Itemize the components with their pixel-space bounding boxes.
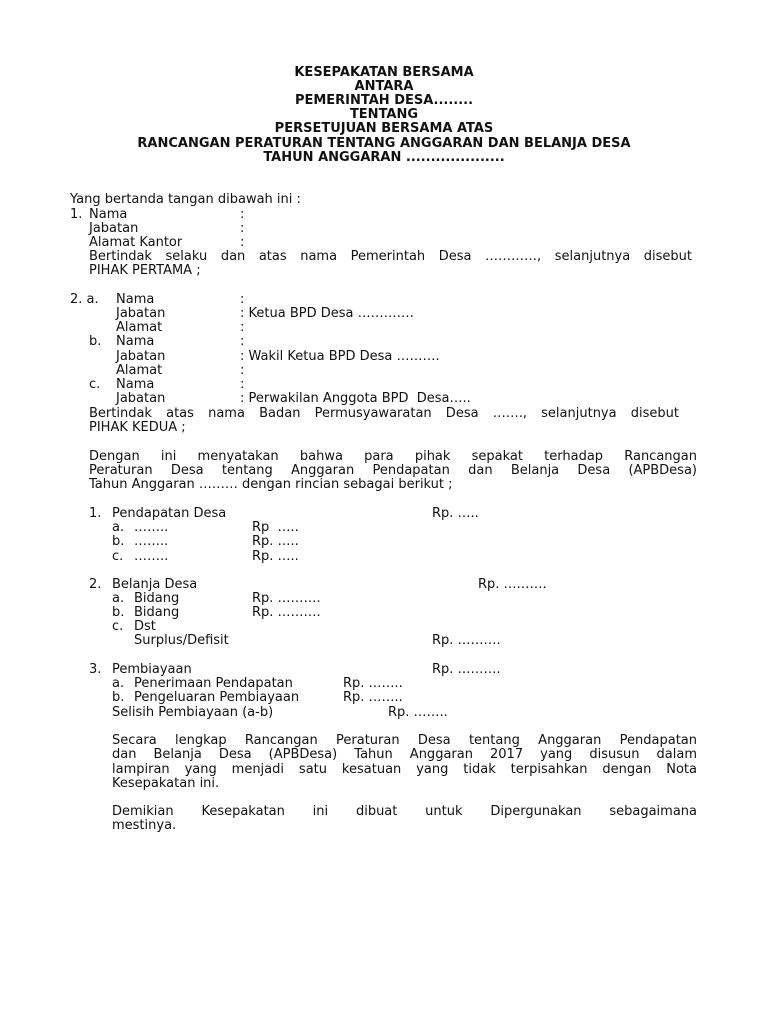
- belanja-number: 2.: [89, 577, 102, 592]
- party-1-alamat-label: Alamat Kantor: [89, 235, 183, 250]
- selisih-amount: Rp. ……..: [388, 705, 448, 720]
- party-2b-nama-label: Nama: [116, 334, 155, 349]
- party-2a-nama-label: Nama: [116, 292, 155, 307]
- party-2a-jabatan-value: : Ketua BPD Desa ………….: [240, 306, 414, 321]
- list-item-amount: Rp. ……..: [343, 676, 403, 691]
- list-item-amount: Rp …..: [252, 520, 299, 535]
- belanja-label: Belanja Desa: [112, 577, 198, 592]
- party-2a-jabatan-label: Jabatan: [116, 306, 166, 321]
- list-item-amount: Rp. ……….: [252, 591, 321, 606]
- belanja-amount: Rp. ……….: [478, 577, 547, 592]
- title-line: PEMERINTAH DESA........: [294, 93, 474, 108]
- pembiayaan-label: Pembiayaan: [112, 662, 192, 677]
- party-2-statement: Bertindak atas nama Badan Permusyawaratan Desa ……., selanjutnya disebut: [89, 406, 679, 421]
- list-item-letter: b.: [112, 534, 125, 549]
- party-2b-alamat-label: Alamat: [116, 363, 163, 378]
- list-item-amount: Rp. ……….: [252, 605, 321, 620]
- party-1-number: 1.: [70, 207, 83, 222]
- closing-line: Demikian Kesepakatan ini dibuat untuk Dipergunakan sebagaimana: [112, 804, 697, 819]
- title-line: ANTARA: [354, 79, 414, 94]
- agreement-line: Dengan ini menyatakan bahwa para pihak sepakat terhadap Rancangan: [89, 449, 697, 464]
- closing-line: Secara lengkap Rancangan Peraturan Desa tentang Anggaran Pendapatan: [112, 733, 697, 748]
- title-line: KESEPAKATAN BERSAMA: [294, 65, 474, 80]
- list-item-text: ……..: [134, 534, 169, 549]
- list-item-letter: c.: [112, 619, 124, 634]
- title-line: TAHUN ANGGARAN ....................: [263, 150, 505, 165]
- colon: :: [240, 235, 245, 250]
- agreement-line: Peraturan Desa tentang Anggaran Pendapatan dan Belanja Desa (APBDesa): [89, 463, 697, 478]
- party-2-designation: PIHAK KEDUA ;: [89, 420, 186, 435]
- party-1-jabatan-label: Jabatan: [89, 221, 139, 236]
- list-item-text: Dst: [134, 619, 156, 634]
- title-line: PERSETUJUAN BERSAMA ATAS: [274, 121, 494, 136]
- party-2-number: 2. a.: [70, 292, 99, 307]
- list-item-letter: b.: [112, 690, 125, 705]
- surplus-amount: Rp. ……….: [432, 633, 501, 648]
- party-1-statement: Bertindak selaku dan atas nama Pemerintah Desa …………, selanjutnya disebut: [89, 249, 692, 264]
- colon: :: [240, 221, 245, 236]
- list-item-text: Bidang: [134, 605, 180, 620]
- colon: :: [240, 292, 245, 307]
- list-item-letter: c.: [112, 549, 124, 564]
- party-1-designation: PIHAK PERTAMA ;: [89, 263, 201, 278]
- pendapatan-number: 1.: [89, 506, 102, 521]
- party-2c-jabatan-label: Jabatan: [116, 391, 166, 406]
- colon: :: [240, 363, 245, 378]
- pendapatan-label: Pendapatan Desa: [112, 506, 227, 521]
- list-item-amount: Rp. …..: [252, 534, 299, 549]
- party-2b-jabatan-label: Jabatan: [116, 349, 166, 364]
- list-item-text: ……..: [134, 520, 169, 535]
- pembiayaan-amount: Rp. ……….: [432, 662, 501, 677]
- party-2b-letter: b.: [89, 334, 102, 349]
- party-2c-nama-label: Nama: [116, 377, 155, 392]
- list-item-text: Bidang: [134, 591, 180, 606]
- title-line: TENTANG: [349, 107, 419, 122]
- colon: :: [240, 207, 245, 222]
- party-2c-jabatan-value: : Perwakilan Anggota BPD Desa…..: [240, 391, 471, 406]
- party-2c-letter: c.: [89, 377, 101, 392]
- list-item-letter: a.: [112, 591, 125, 606]
- list-item-text: Pengeluaran Pembiayaan: [134, 690, 300, 705]
- party-1-nama-label: Nama: [89, 207, 128, 222]
- list-item-text: ……..: [134, 549, 169, 564]
- colon: :: [240, 334, 245, 349]
- party-2b-jabatan-value: : Wakil Ketua BPD Desa ……….: [240, 349, 440, 364]
- selisih-label: Selisih Pembiayaan (a-b): [112, 705, 274, 720]
- colon: :: [240, 377, 245, 392]
- list-item-amount: Rp. ……..: [343, 690, 403, 705]
- list-item-letter: a.: [112, 520, 125, 535]
- closing-line: mestinya.: [112, 818, 177, 833]
- intro-text: Yang bertanda tangan dibawah ini :: [70, 192, 301, 207]
- list-item-letter: a.: [112, 676, 125, 691]
- surplus-label: Surplus/Defisit: [134, 633, 229, 648]
- list-item-amount: Rp. …..: [252, 549, 299, 564]
- title-line: RANCANGAN PERATURAN TENTANG ANGGARAN DAN BELANJA DESA: [137, 136, 631, 151]
- list-item-text: Penerimaan Pendapatan: [134, 676, 293, 691]
- pembiayaan-number: 3.: [89, 662, 102, 677]
- closing-line: lampiran yang menjadi satu kesatuan yang tidak terpisahkan dengan Nota: [112, 762, 697, 777]
- pendapatan-amount: Rp. …..: [432, 506, 479, 521]
- party-2a-alamat-label: Alamat: [116, 320, 163, 335]
- colon: :: [240, 320, 245, 335]
- closing-line: dan Belanja Desa (APBDesa) Tahun Anggaran 2017 yang disusun dalam: [112, 747, 697, 762]
- closing-line: Kesepakatan ini.: [112, 776, 220, 791]
- list-item-letter: b.: [112, 605, 125, 620]
- agreement-line: Tahun Anggaran ……… dengan rincian sebagai berikut ;: [89, 477, 453, 492]
